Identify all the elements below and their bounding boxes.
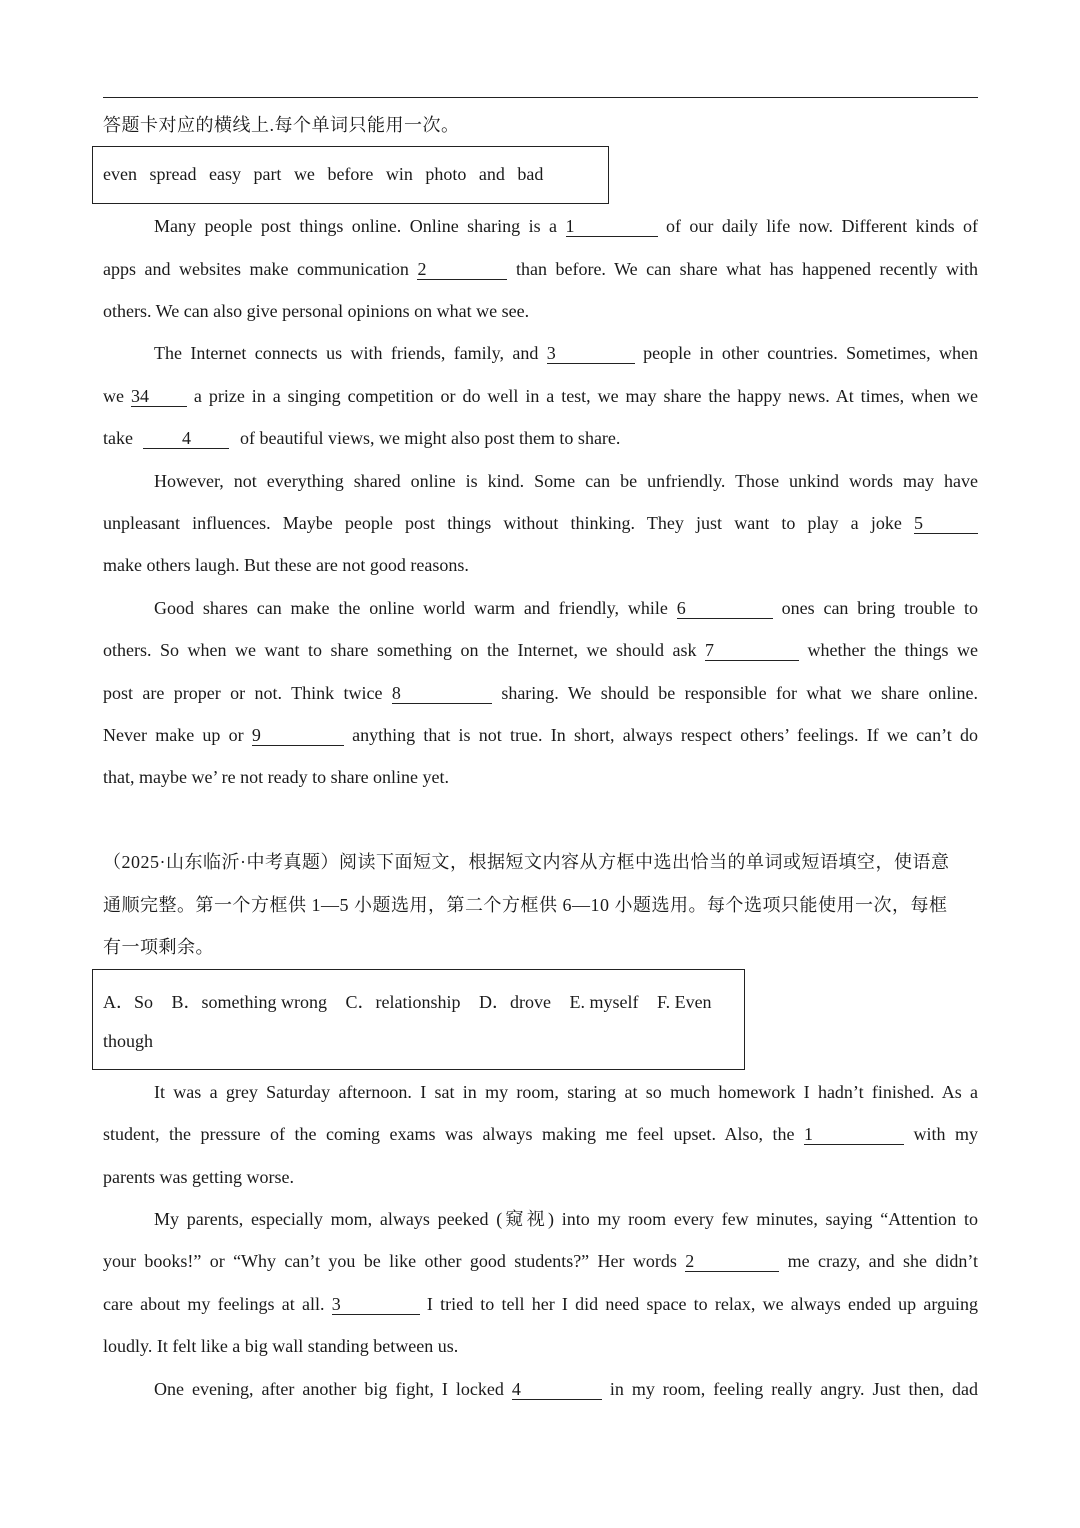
passage-line: post are proper or not. Think twice 8 sharing. We should be responsible for what we share online. [103, 683, 979, 703]
option-f: F. Even [657, 992, 712, 1012]
answer-blank-3[interactable]: 3 [332, 1294, 420, 1315]
answer-blank-4[interactable]: 4 [143, 428, 229, 449]
option-e: E. myself [569, 992, 639, 1012]
option-b: B．something wrong [171, 992, 328, 1012]
options-row [103, 988, 712, 1014]
passage-line: Never make up or 9 anything that is not true. In short, always respect others’ feelings. If we can’t do [103, 725, 979, 745]
passage-line: parents was getting worse. [103, 1167, 294, 1187]
answer-blank-1[interactable]: 1 [804, 1124, 904, 1145]
word-option: part [253, 164, 282, 184]
passage-line: unpleasant influences. Maybe people post things without thinking. They just want to play a joke 5 [103, 511, 978, 535]
passage-line: My parents, especially mom, always peeked (窥视) into my room every few minutes, saying “Attention to [154, 1209, 978, 1229]
passage-line: student, the pressure of the coming exams was always making me feel upset. Also, the 1 with my [103, 1124, 979, 1144]
section2-instruction-line: 有一项剩余。 [103, 937, 214, 957]
passage-line: take 4 of beautiful views, we might also post them to share. [103, 428, 621, 448]
passage-line: apps and websites make communication 2 than before. We can share what has happened recently with [103, 259, 979, 279]
passage-line: others. We can also give personal opinions on what we see. [103, 301, 530, 321]
passage-line: loudly. It felt like a big wall standing between us. [103, 1336, 459, 1356]
answer-blank-9[interactable]: 9 [252, 725, 344, 746]
answer-blank-6[interactable]: 6 [677, 598, 773, 619]
passage-line: your books!” or “Why can’t you be like other good students?” Her words 2 me crazy, and she didn’t [103, 1251, 979, 1271]
passage-line: we 34 a prize in a singing competition or do well in a test, we may share the happy news. At times, when we [103, 386, 979, 406]
word-box-1-words [103, 164, 543, 185]
passage-line: that, maybe we’ re not ready to share online yet. [103, 767, 450, 787]
section1-instruction: 答题卡对应的横线上.每个单词只能用一次。 [103, 115, 460, 135]
word-option: and [478, 164, 505, 184]
answer-blank-1[interactable]: 1 [566, 216, 658, 237]
answer-blank-34[interactable]: 34 [131, 386, 187, 407]
answer-blank-7[interactable]: 7 [705, 640, 799, 661]
option-a: A．So [103, 992, 154, 1012]
answer-blank-4[interactable]: 4 [512, 1379, 602, 1400]
passage-line: others. So when we want to share something on the Internet, we should ask 7 whether the things we [103, 640, 979, 660]
header-rule [103, 97, 978, 98]
word-box-2 [92, 969, 745, 1070]
answer-blank-8[interactable]: 8 [392, 683, 492, 704]
answer-blank-5[interactable]: 5 [914, 513, 978, 534]
word-option: easy [208, 164, 241, 184]
word-option: bad [517, 164, 544, 184]
passage-line: However, not everything shared online is kind. Some can be unfriendly. Those unkind words may have [154, 471, 978, 491]
option-c: C．relationship [345, 992, 461, 1012]
passage-line: One evening, after another big fight, I locked 4 in my room, feeling really angry. Just then, dad [154, 1379, 979, 1399]
passage-line: It was a grey Saturday afternoon. I sat in my room, staring at so much homework I hadn’t finished. As a [154, 1082, 978, 1102]
word-option: we [293, 164, 315, 184]
option-d: D．drove [479, 992, 551, 1012]
answer-blank-3[interactable]: 3 [547, 343, 635, 364]
answer-blank-2[interactable]: 2 [417, 259, 507, 280]
passage-line: The Internet connects us with friends, family, and 3 people in other countries. Sometimes, when [154, 343, 979, 363]
section2-instruction-line: （2025·山东临沂·中考真题）阅读下面短文，根据短文内容从方框中选出恰当的单词或短语填空，使语意 [103, 852, 950, 872]
word-option: photo [425, 164, 467, 184]
passage-line: Many people post things online. Online sharing is a 1 of our daily life now. Different kinds of [154, 216, 979, 236]
answer-blank-2[interactable]: 2 [685, 1251, 779, 1272]
word-option: even [103, 164, 137, 184]
options-row-continuation: though [103, 1031, 154, 1051]
word-option: before [327, 164, 374, 184]
passage-line: Good shares can make the online world warm and friendly, while 6 ones can bring trouble to [154, 598, 979, 618]
word-option: win [385, 164, 413, 184]
word-option: spread [149, 164, 197, 184]
passage-line: make others laugh. But these are not good reasons. [103, 555, 469, 575]
passage-line: care about my feelings at all. 3 I tried to tell her I did need space to relax, we always ended up arguing [103, 1294, 979, 1314]
section2-instruction-line: 通顺完整。第一个方框供 1—5 小题选用，第二个方框供 6—10 小题选用。每个选项只能使用一次，每框 [103, 895, 948, 915]
word-box-1 [92, 146, 609, 204]
